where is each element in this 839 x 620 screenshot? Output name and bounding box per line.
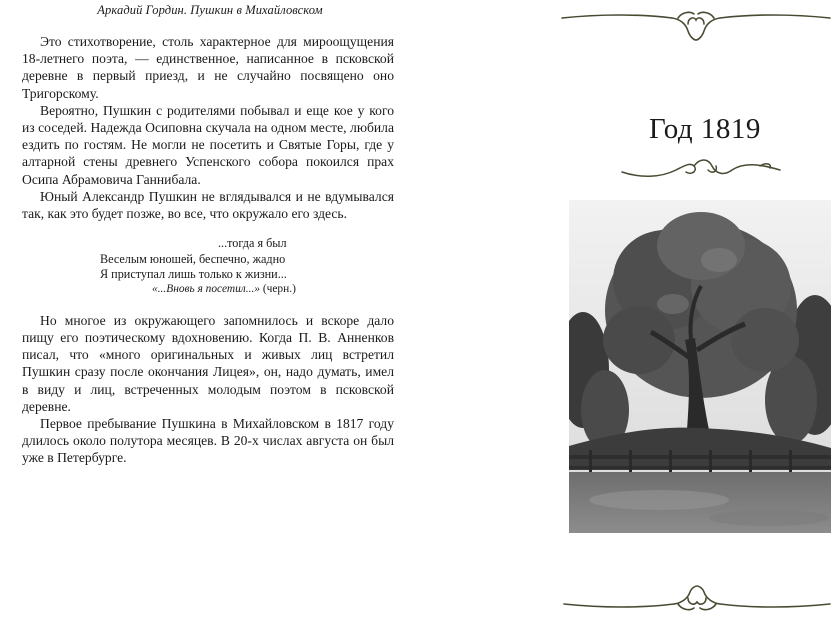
poem-source-title: «...Вновь я посетил...» <box>152 283 260 296</box>
paragraph-5: Первое пребывание Пушкина в Михайловском в 1817 году длилось около полутора месяцев. В 20-х числах августа он был уже в Петербурге. <box>22 416 394 466</box>
running-header: Аркадий Гордин. Пушкин в Михайловском <box>97 3 323 17</box>
oak-tree-photo <box>569 200 831 533</box>
poem-line-1: ...тогда я был <box>218 236 287 251</box>
paragraph-1: Это стихотворение, столь характерное для мироощущения 18-летнего поэта, — единственное, написанное в псковской деревне в первый приезд, и не случайно посвящено оно Тригорскому. <box>22 34 394 101</box>
paragraph-2: Вероятно, Пушкин с родителями побывал и еще кое у кого из соседей. Надежда Осиповна скучала на одном месте, любила ездить по гостям. Не могли не посетить и Святые Горы, где у алтарной стены древнего Успенского собора покоился прах Осипа Абрамовича Ганнибала. <box>22 102 394 187</box>
right-page <box>420 0 839 620</box>
paragraph-4: Но многое из окружающего запомнилось и вскоре дало пищу его поэтическому вдохновению. Когда П. В. Анненков писал, что «много оригинальных и живых лиц встретил Пушкин сразу после окончания Лицея», он, надо думать, имел в виду и лиц, встреченных молодым поэтом в псковской деревне. <box>22 312 394 414</box>
chapter-title: Год 1819 <box>649 113 761 145</box>
poem-line-2: Веселым юношей, беспечно, жадно <box>100 251 286 266</box>
poem-quote <box>22 236 394 298</box>
flourish-ornament-middle <box>620 152 782 184</box>
flourish-ornament-top <box>560 4 832 46</box>
poem-source-note: (черн.) <box>260 283 296 296</box>
poem-line-3: Я приступал лишь только к жизни... <box>100 267 287 282</box>
flourish-ornament-bottom <box>562 584 832 618</box>
body-text <box>22 33 394 467</box>
paragraph-3: Юный Александр Пушкин не вглядывался и не вдумывался так, как это будет позже, во все, что окружало его здесь. <box>22 188 394 222</box>
poem-source <box>22 282 394 297</box>
